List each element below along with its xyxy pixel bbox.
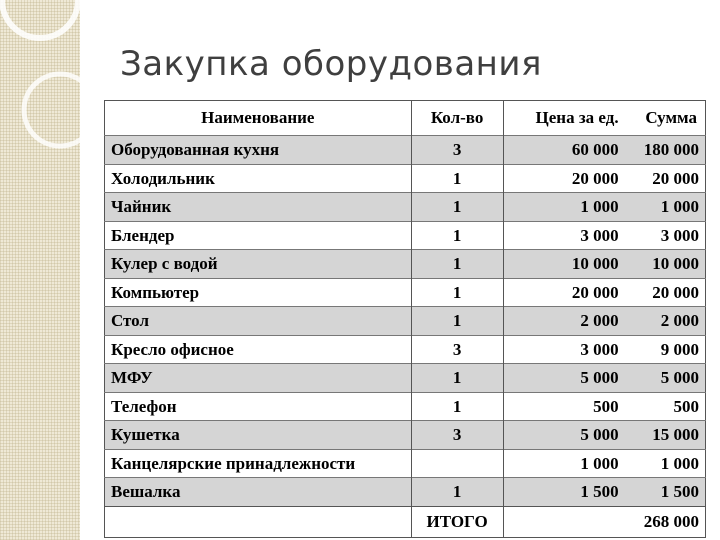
cell-qty: 1	[411, 250, 503, 279]
cell-qty: 1	[411, 478, 503, 507]
cell-name: МФУ	[105, 364, 412, 393]
page-title: Закупка оборудования	[120, 44, 542, 84]
total-empty-cell	[105, 506, 412, 537]
decorative-circles-icon	[0, 0, 80, 540]
cell-name: Чайник	[105, 193, 412, 222]
cell-price: 3 000	[503, 335, 625, 364]
cell-sum: 500	[625, 392, 706, 421]
table-row	[105, 278, 706, 307]
cell-qty: 1	[411, 221, 503, 250]
table-row	[105, 335, 706, 364]
cell-qty: 3	[411, 136, 503, 165]
header-sum: Сумма	[645, 108, 697, 127]
cell-price: 2 000	[503, 307, 625, 336]
cell-qty: 3	[411, 421, 503, 450]
decorative-side-strip	[0, 0, 80, 540]
cell-price: 1 500	[503, 478, 625, 507]
cell-name: Кушетка	[105, 421, 412, 450]
cell-name: Блендер	[105, 221, 412, 250]
table-row	[105, 392, 706, 421]
cell-qty	[411, 449, 503, 478]
cell-qty: 3	[411, 335, 503, 364]
header-name: Наименование	[201, 108, 315, 127]
cell-qty: 1	[411, 164, 503, 193]
cell-price: 1 000	[503, 193, 625, 222]
cell-sum: 15 000	[625, 421, 706, 450]
table-row	[105, 221, 706, 250]
cell-name: Кулер с водой	[105, 250, 412, 279]
cell-name: Оборудованная кухня	[105, 136, 412, 165]
table-header-row	[105, 101, 706, 136]
table-row	[105, 250, 706, 279]
cell-name: Стол	[105, 307, 412, 336]
cell-sum: 180 000	[625, 136, 706, 165]
table-row	[105, 136, 706, 165]
cell-qty: 1	[411, 193, 503, 222]
total-label: ИТОГО	[411, 506, 503, 537]
cell-sum: 10 000	[625, 250, 706, 279]
cell-sum: 3 000	[625, 221, 706, 250]
header-qty: Кол-во	[411, 101, 503, 136]
cell-name: Вешалка	[105, 478, 412, 507]
cell-price: 3 000	[503, 221, 625, 250]
total-row	[105, 506, 706, 537]
cell-name: Компьютер	[105, 278, 412, 307]
cell-qty: 1	[411, 307, 503, 336]
cell-name: Телефон	[105, 392, 412, 421]
cell-price: 20 000	[503, 278, 625, 307]
cell-price: 5 000	[503, 421, 625, 450]
cell-qty: 1	[411, 392, 503, 421]
cell-qty: 1	[411, 364, 503, 393]
table-row	[105, 164, 706, 193]
cell-qty: 1	[411, 278, 503, 307]
header-price: Цена за ед.	[503, 101, 625, 136]
cell-sum: 20 000	[625, 164, 706, 193]
cell-name: Канцелярские принадлежности	[105, 449, 412, 478]
cell-sum: 20 000	[625, 278, 706, 307]
cell-sum: 9 000	[625, 335, 706, 364]
cell-price: 5 000	[503, 364, 625, 393]
cell-price: 1 000	[503, 449, 625, 478]
table-row	[105, 421, 706, 450]
cell-price: 20 000	[503, 164, 625, 193]
table-row	[105, 193, 706, 222]
cell-sum: 5 000	[625, 364, 706, 393]
cell-price: 500	[503, 392, 625, 421]
table-row	[105, 364, 706, 393]
table-row	[105, 307, 706, 336]
total-empty-price	[503, 506, 625, 537]
table-row	[105, 478, 706, 507]
cell-name: Кресло офисное	[105, 335, 412, 364]
cell-sum: 2 000	[625, 307, 706, 336]
cell-sum: 1 500	[625, 478, 706, 507]
cell-sum: 1 000	[625, 193, 706, 222]
purchase-table	[104, 100, 706, 538]
cell-sum: 1 000	[625, 449, 706, 478]
cell-price: 10 000	[503, 250, 625, 279]
table-row	[105, 449, 706, 478]
cell-price: 60 000	[503, 136, 625, 165]
cell-name: Холодильник	[105, 164, 412, 193]
total-sum: 268 000	[625, 506, 706, 537]
